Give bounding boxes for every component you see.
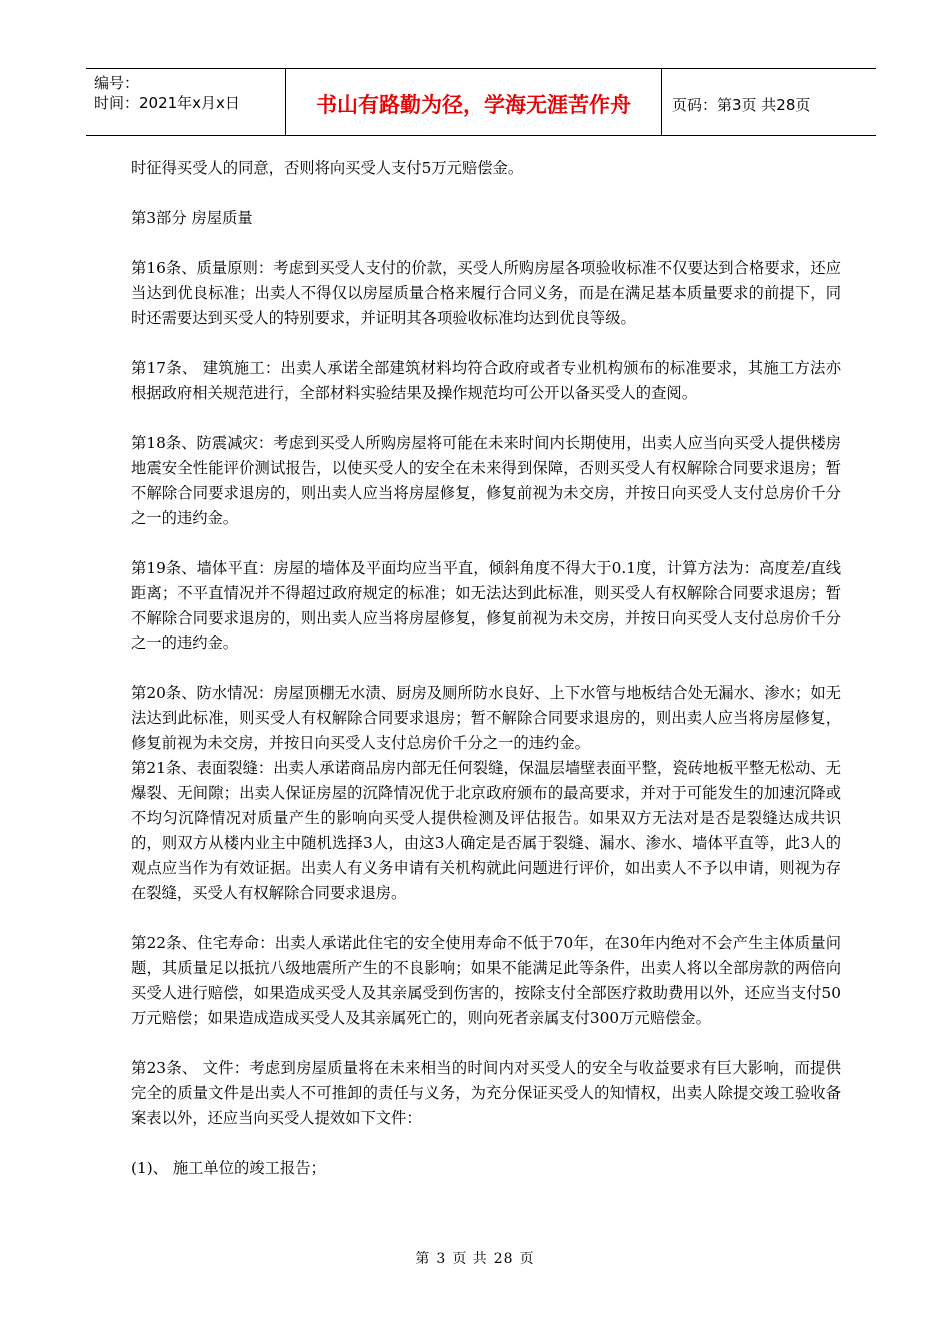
- page-footer: [0, 1248, 950, 1268]
- list-item-1: (1)、 施工单位的竣工报告；: [131, 1159, 326, 1177]
- header-page-label: 页码：第3页 共28页: [672, 95, 811, 114]
- document-body: [131, 156, 841, 1206]
- footer-mid: 页 共: [452, 1251, 488, 1267]
- article-21: 第21条、表面裂缝：出卖人承诺商品房内部无任何裂缝，保温层墙壁表面平整，瓷砖地板平整无松动、无爆裂、无间隙；出卖人保证房屋的沉降情况优于北京政府颁布的最高要求，并对于可能发生的加速沉降或不均匀沉降情况对质量产生的影响向买受人提供检测及评估报告。如果双方无法对是否是裂缝达成共识的，则双方从楼内业主中随机选择3人，由这3人确定是否属于裂缝、漏水、渗水、墙体平直等，此3人的观点应当作为有效证据。出卖人有义务申请有关机构就此问题进行评价，如出卖人不予以申请，则视为存在裂缝，买受人有权解除合同要求退房。: [131, 759, 841, 902]
- article-19: 第19条、墙体平直：房屋的墙体及平面均应当平直，倾斜角度不得大于0.1度，计算方法为：高度差/直线距离；不平直情况并不得超过政府规定的标准；如无法达到此标准，则买受人有权解除合同要求退房；暂不解除合同要求退房的，则出卖人应当将房屋修复，修复前视为未交房，并按日向买受人支付总房价千分之一的违约金。: [131, 559, 841, 652]
- header-meta: [86, 69, 286, 135]
- header-motto: 书山有路勤为径，学海无涯苦作舟: [286, 69, 662, 135]
- page-header: [86, 68, 876, 136]
- time-label: 时间：2021年x月x日: [94, 94, 240, 112]
- footer-total-pages: 28: [493, 1251, 514, 1267]
- section-heading: 第3部分 房屋质量: [131, 209, 253, 227]
- article-22: 第22条、住宅寿命：出卖人承诺此住宅的安全使用寿命不低于70年，在30年内绝对不会产生主体质量问题，其质量足以抵抗八级地震所产生的不良影响；如果不能满足此等条件，出卖人将以全部房款的两倍向买受人进行赔偿，如果造成买受人及其亲属受到伤害的，按除支付全部医疗救助费用以外，还应当支付50万元赔偿；如果造成造成买受人及其亲属死亡的，则向死者亲属支付300万元赔偿金。: [131, 934, 841, 1027]
- article-18: 第18条、防震减灾：考虑到买受人所购房屋将可能在未来时间内长期使用，出卖人应当向买受人提供楼房地震安全性能评价测试报告，以使买受人的安全在未来得到保障，否则买受人有权解除合同要求退房；暂不解除合同要求退房的，则出卖人应当将房屋修复，修复前视为未交房，并按日向买受人支付总房价千分之一的违约金。: [131, 434, 841, 527]
- article-20: 第20条、防水情况：房屋顶棚无水渍、厨房及厕所防水良好、上下水管与地板结合处无漏水、渗水；如无法达到此标准，则买受人有权解除合同要求退房；暂不解除合同要求退房的，则出卖人应当将房屋修复，修复前视为未交房，并按日向买受人支付总房价千分之一的违约金。: [131, 684, 841, 752]
- footer-suffix: 页: [519, 1251, 535, 1267]
- article-23: 第23条、 文件：考虑到房屋质量将在未来相当的时间内对买受人的安全与收益要求有巨大影响，而提供完全的质量文件是出卖人不可推卸的责任与义务，为充分保证买受人的知情权，出卖人除提交竣工验收备案表以外，还应当向买受人提效如下文件：: [131, 1059, 841, 1127]
- article-16: 第16条、质量原则：考虑到买受人支付的价款，买受人所购房屋各项验收标准不仅要达到合格要求，还应当达到优良标准；出卖人不得仅以房屋质量合格来履行合同义务，而是在满足基本质量要求的前提下，同时还需要达到买受人的特别要求，并证明其各项验收标准均达到优良等级。: [131, 259, 841, 327]
- paragraph-continuation: 时征得买受人的同意，否则将向买受人支付5万元赔偿金。: [131, 159, 524, 177]
- footer-prefix: 第: [415, 1251, 431, 1267]
- article-17: 第17条、 建筑施工：出卖人承诺全部建筑材料均符合政府或者专业机构颁布的标准要求，其施工方法亦根据政府相关规范进行，全部材料实验结果及操作规范均可公开以备买受人的查阅。: [131, 359, 841, 402]
- footer-page-number: 3: [436, 1251, 447, 1267]
- number-label: 编号：: [94, 74, 140, 92]
